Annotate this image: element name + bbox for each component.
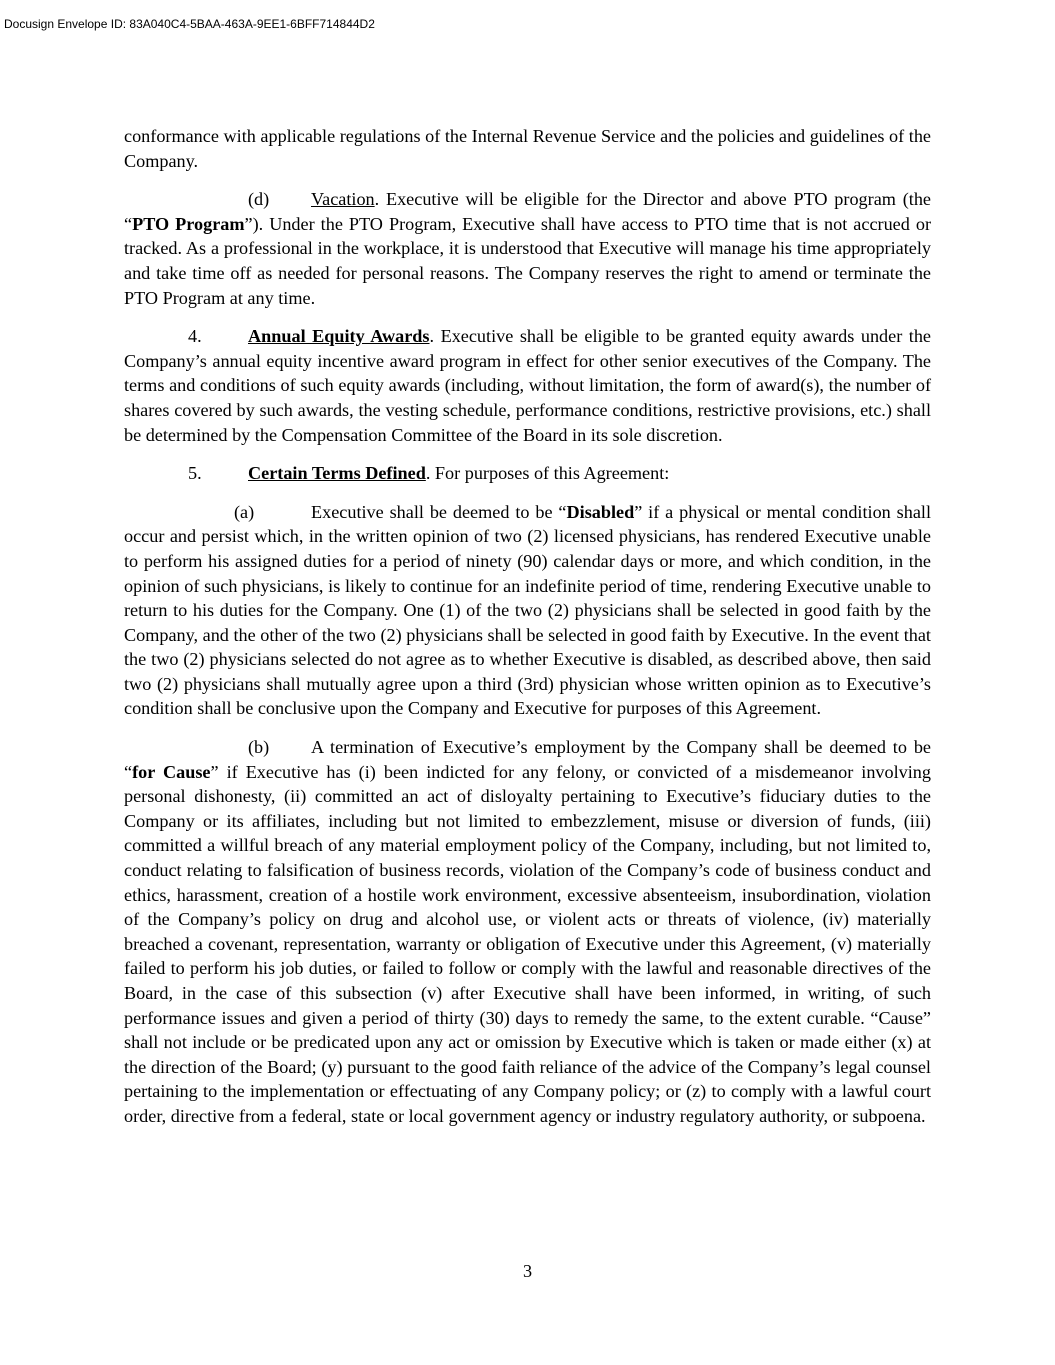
- section-5b-text-1: A termination of Executive’s employment by the Company shall be deemed to be “: [124, 737, 931, 782]
- document-body: [124, 124, 931, 1143]
- envelope-id: Docusign Envelope ID: 83A040C4-5BAA-463A-9EE1-6BFF714844D2: [4, 17, 375, 31]
- section-4-equity-awards: [124, 324, 931, 447]
- section-5-title: Certain Terms Defined: [248, 463, 426, 484]
- pto-program-term: PTO Program: [132, 213, 245, 234]
- section-3d-number: (d): [248, 189, 270, 210]
- section-5b-text-2: ” if Executive has (i) been indicted for any felony, or convicted of a misdemeanor involving personal dishonesty, (ii) committed an act of disloyalty pertaining to Executive’s fiduciary duties to the Company or its affiliates, including but not limited to embezzlement, misuse or diversion of funds, (iii) committed a willful breach of any material employment policy of the Company, including, but not limited to, conduct relating to falsification of business records, violation of the Company’s code of business conduct and ethics, harassment, creation of a hostile work environment, excessive absenteeism, insubordination, violation of the Company’s policy on drug and alcohol use, or violent acts or threats of violence, (iv) materially breached a covenant, representation, warranty or obligation of Executive under this Agreement, (v) materially failed to perform his job duties, or failed to follow or comply with the lawful and reasonable directives of the Board, in the case of this subsection (v) after Executive shall have been informed, in writing, of such performance issues and given a period of thirty (30) days to remedy the same, to the extent curable. “Cause” shall not include or be predicated upon any act or omission by Executive which is taken or made either (x) at the direction of the Board; (y) pursuant to the good faith reliance of the advice of the Company’s legal counsel pertaining to the implementation or effectuating of any Company policy; or (z) to comply with a lawful court order, directive from a federal, state or local government agency or industry regulatory authority, or subpoena.: [124, 761, 931, 1126]
- intro-paragraph: conformance with applicable regulations of the Internal Revenue Service and the policies and guidelines of the Company.: [124, 126, 931, 171]
- section-3d-vacation: [124, 187, 931, 310]
- section-5b-number: (b): [248, 737, 270, 758]
- section-5a-disabled: [124, 500, 931, 721]
- section-5-text: . For purposes of this Agreement:: [425, 463, 670, 484]
- section-5a-number: (a): [234, 501, 255, 522]
- section-4-number: 4.: [188, 326, 202, 347]
- section-3d-text-2: ”). Under the PTO Program, Executive shall have access to PTO time that is not accrued or tracked. As a professional in the workplace, it is understood that Executive will manage his time appropriately and take time off as needed for personal reasons. The Company reserves the right to amend or terminate the PTO Program at any time.: [124, 213, 931, 308]
- for-cause-term: for Cause: [132, 761, 211, 782]
- section-5-number: 5.: [188, 463, 202, 484]
- section-5a-text-2: ” if a physical or mental condition shall occur and persist which, in the written opinion of two (2) licensed physicians, has rendered Executive unable to perform his assigned duties for a period of ninety (90) calendar days or more, and which condition, in the opinion of such physicians, is likely to continue for an indefinite period of time, rendering Executive unable to return to his duties for the Company. One (1) of the two (2) physicians shall be selected in good faith by the Company, and the other of the two (2) physicians shall be selected in good faith by Executive. In the event that the two (2) physicians selected do not agree as to whether Executive is disabled, as described above, then said two (2) physicians shall mutually agree upon a third (3rd) physician whose written opinion as to Executive’s condition shall be conclusive upon the Company and Executive for purposes of this Agreement.: [124, 501, 931, 719]
- section-4-text: . Executive shall be eligible to be granted equity awards under the Company’s annual equity incentive award program in effect for other senior executives of the Company. The terms and conditions of such equity awards (including, without limitation, the form of award(s), the number of shares covered by such awards, the vesting schedule, performance conditions, restrictive provisions, etc.) shall be determined by the Compensation Committee of the Board in its sole discretion.: [124, 326, 931, 445]
- page-number: 3: [522, 1261, 533, 1281]
- disabled-term: Disabled: [566, 501, 635, 522]
- section-3d-text-1: . Executive will be eligible for the Director and above PTO program (the “: [124, 189, 931, 234]
- section-5b-for-cause: [124, 735, 931, 1129]
- section-4-title: Annual Equity Awards: [248, 326, 430, 347]
- section-5-terms-defined: [124, 461, 931, 486]
- section-3d-title: Vacation: [311, 189, 375, 210]
- section-5a-text-1: Executive shall be deemed to be “: [311, 501, 567, 522]
